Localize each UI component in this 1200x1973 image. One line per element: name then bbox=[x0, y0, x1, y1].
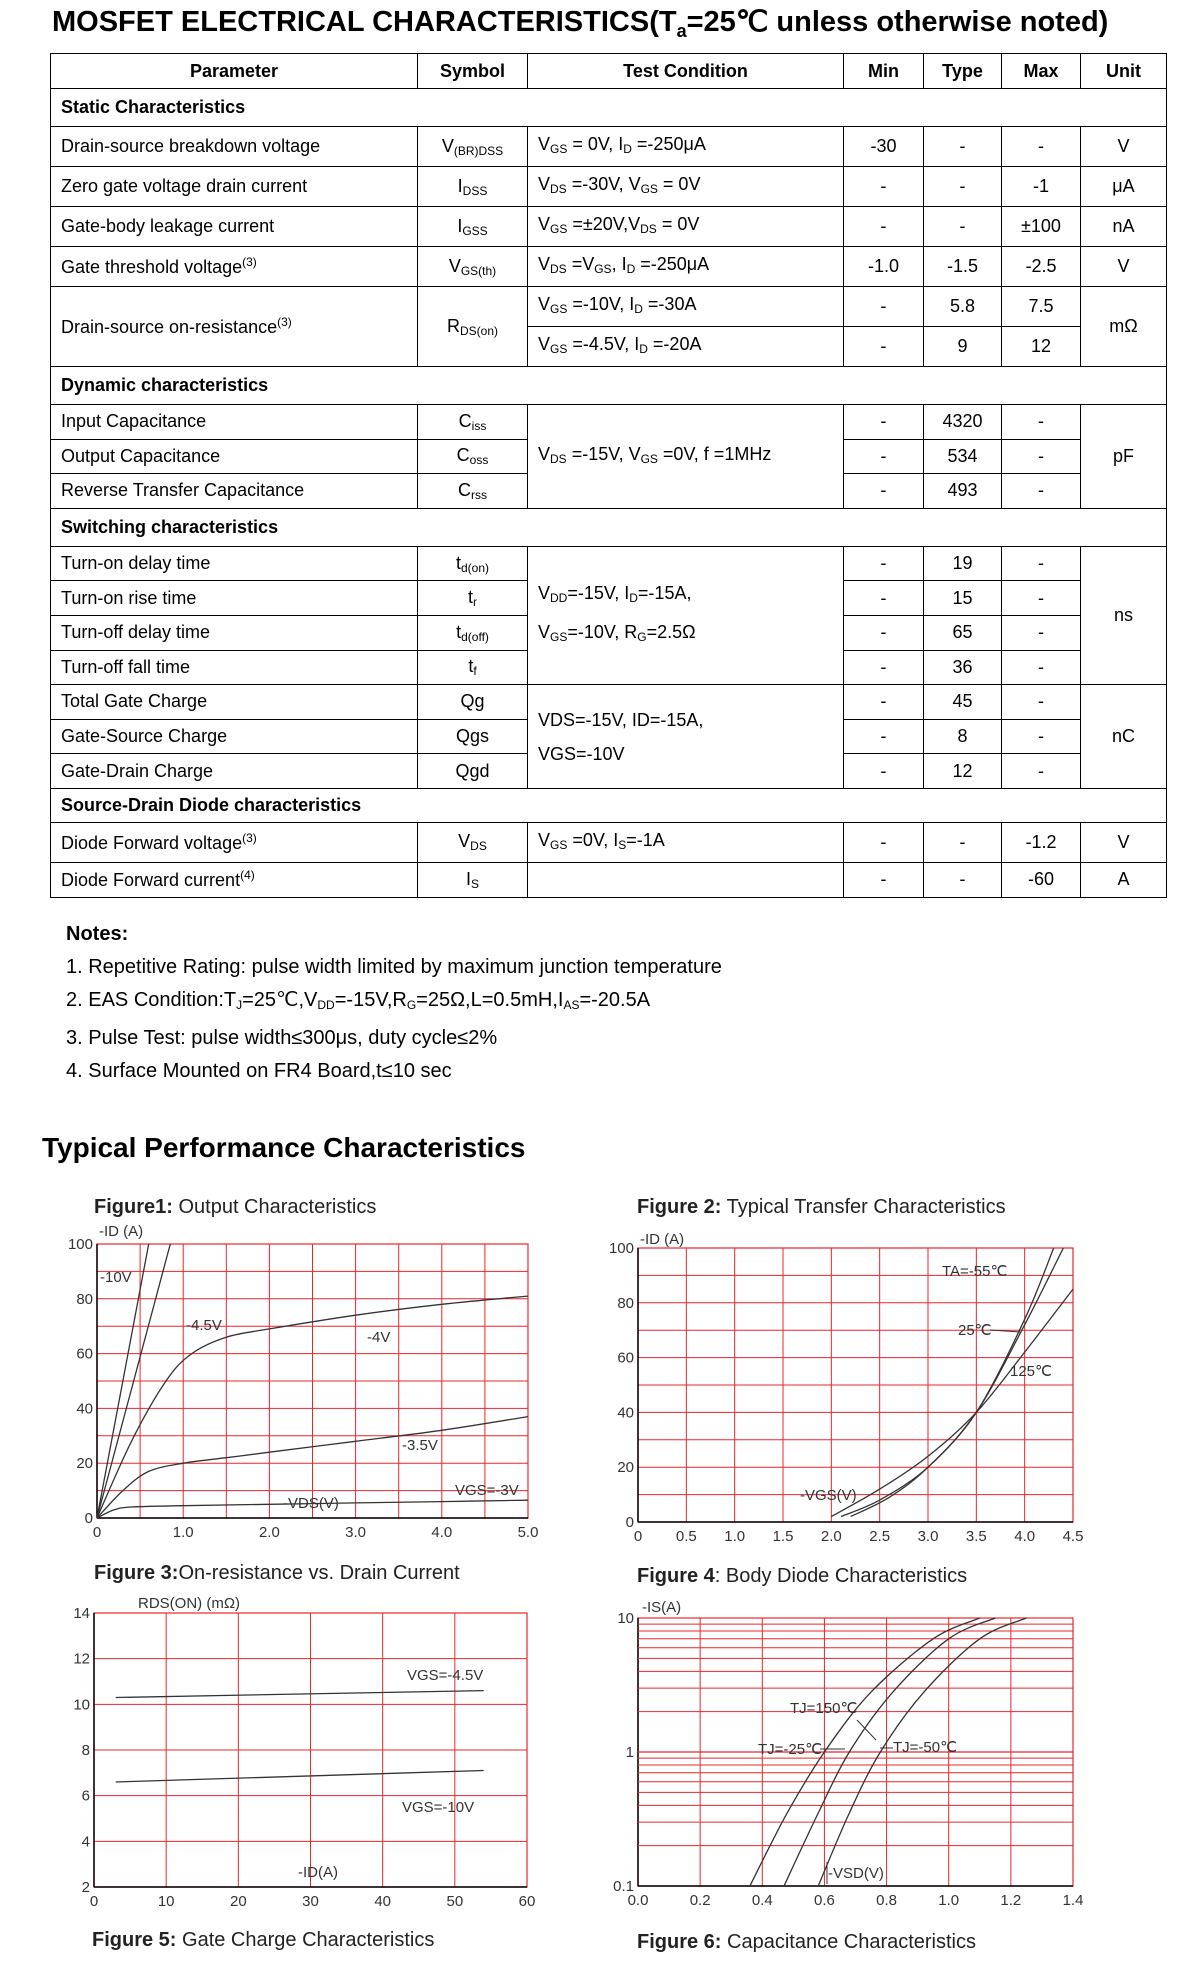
param-name: Output Capacitance bbox=[51, 439, 418, 474]
min-value: - bbox=[844, 439, 924, 474]
min-value: - bbox=[844, 754, 924, 789]
header-unit: Unit bbox=[1081, 54, 1167, 89]
header-parameter: Parameter bbox=[51, 54, 418, 89]
typ-value: 19 bbox=[924, 546, 1002, 581]
fig3-x-axis-label: -ID(A) bbox=[298, 1864, 338, 1881]
fig3-y-tick-label: 6 bbox=[81, 1787, 90, 1805]
unit: V bbox=[1081, 822, 1167, 862]
fig2-y-axis-label: -ID (A) bbox=[640, 1231, 685, 1248]
test-condition: $V_{GS} =-4.5V$, $I_D =-20A$ bbox=[528, 327, 844, 367]
fig1-y-tick-label: 100 bbox=[67, 1236, 93, 1253]
fig3-x-tick-label: 60 bbox=[518, 1893, 536, 1910]
symbol: $V_{DS}$ bbox=[418, 822, 528, 862]
fig2-x-tick-label: 1.5 bbox=[772, 1528, 794, 1545]
param-name: Gate-Source Charge bbox=[51, 719, 418, 754]
typ-value: 9 bbox=[924, 327, 1002, 367]
fig1-x-tick-label: 3.0 bbox=[345, 1524, 367, 1541]
fig4-y-tick-label: 10 bbox=[617, 1610, 634, 1627]
symbol: $C_{rss}$ bbox=[418, 474, 528, 509]
max-value: - bbox=[1002, 439, 1081, 474]
fig2-x-tick-label: 2.5 bbox=[869, 1528, 891, 1545]
fig3-series-1 bbox=[116, 1771, 484, 1783]
test-condition: $V_{DD}=-15V$, $I_D=-15A$, $V_{GS}=-10V$, $R_G=2.5\Omega$ bbox=[528, 546, 844, 684]
fig4-x-tick-label: 0.2 bbox=[689, 1892, 711, 1909]
min-value: - bbox=[844, 327, 924, 367]
fig4-label-25c: TJ=-25℃ bbox=[758, 1741, 822, 1758]
max-value: -2.5 bbox=[1002, 247, 1081, 287]
min-value: - bbox=[844, 581, 924, 616]
test-condition: $V_{GS} =0V$, $I_S=-1A$ bbox=[528, 822, 844, 862]
min-value: - bbox=[844, 685, 924, 720]
fig4-x-tick-label: 0.0 bbox=[627, 1892, 649, 1909]
fig2-x-tick-label: 0.5 bbox=[675, 1528, 697, 1545]
typ-value: 8 bbox=[924, 719, 1002, 754]
fig1-x-tick-label: 0 bbox=[92, 1524, 102, 1541]
fig2-series-0 bbox=[841, 1248, 1063, 1517]
fig1-x-tick-label: 4.0 bbox=[431, 1524, 453, 1541]
symbol: $C_{iss}$ bbox=[418, 405, 528, 440]
typ-value: -1.5 bbox=[924, 247, 1002, 287]
max-value: - bbox=[1002, 581, 1081, 616]
min-value: - bbox=[844, 862, 924, 897]
fig1-x-tick-label: 2.0 bbox=[258, 1524, 280, 1541]
unit: nC bbox=[1081, 685, 1167, 789]
fig1-y-axis-label: -ID (A) bbox=[99, 1223, 144, 1240]
typ-value: 493 bbox=[924, 474, 1002, 509]
notes-heading: Notes: bbox=[66, 923, 129, 945]
param-name: Turn-off delay time bbox=[51, 615, 418, 650]
fig2-x-tick-label: 3.5 bbox=[965, 1528, 987, 1545]
max-value: - bbox=[1002, 719, 1081, 754]
min-value: - bbox=[844, 287, 924, 327]
min-value: - bbox=[844, 615, 924, 650]
max-value: -1 bbox=[1002, 167, 1081, 207]
header-type: Type bbox=[924, 54, 1002, 89]
fig3-label-4-5v: VGS=-4.5V bbox=[407, 1667, 484, 1684]
max-value: - bbox=[1002, 650, 1081, 685]
min-value: - bbox=[844, 719, 924, 754]
typ-value: - bbox=[924, 207, 1002, 247]
fig4-y-tick-label: 1 bbox=[625, 1744, 634, 1761]
fig4-label-50c: TJ=-50℃ bbox=[893, 1739, 957, 1756]
typ-value: 15 bbox=[924, 581, 1002, 616]
fig3-y-tick-label: 2 bbox=[81, 1879, 90, 1896]
param-name: Drain-source breakdown voltage bbox=[51, 127, 418, 167]
symbol: $t_r$ bbox=[418, 581, 528, 616]
test-condition: $V_{GS} = 0V$, $I_D =-250\mu A$ bbox=[528, 127, 844, 167]
unit: A bbox=[1081, 862, 1167, 897]
typ-value: - bbox=[924, 862, 1002, 897]
test-condition: $V_{GS} =-10V$, $I_D =-30A$ bbox=[528, 287, 844, 327]
fig1-y-tick-label: 0 bbox=[84, 1510, 93, 1527]
max-value: - bbox=[1002, 754, 1081, 789]
typ-value: 12 bbox=[924, 754, 1002, 789]
param-name: Turn-on rise time bbox=[51, 581, 418, 616]
min-value: - bbox=[844, 474, 924, 509]
fig3-x-tick-label: 50 bbox=[446, 1893, 464, 1910]
param-name: Gate-body leakage current bbox=[51, 207, 418, 247]
figure-1-caption: Figure1: Output Characteristics bbox=[94, 1196, 377, 1218]
fig1-y-tick-label: 20 bbox=[76, 1455, 93, 1473]
min-value: -30 bbox=[844, 127, 924, 167]
symbol: $V_{(BR)DSS}$ bbox=[418, 127, 528, 167]
fig3-y-axis-label: RDS(ON) (mΩ) bbox=[138, 1595, 241, 1612]
fig2-y-tick-label: 60 bbox=[617, 1349, 634, 1367]
param-name: Diode Forward voltage$^{(3)}$ bbox=[51, 822, 418, 862]
symbol: $t_{d(off)}$ bbox=[418, 615, 528, 650]
unit: mΩ bbox=[1081, 287, 1167, 367]
fig1-label-4v: -4V bbox=[367, 1329, 391, 1346]
header-min: Min bbox=[844, 54, 924, 89]
section-title: Typical Performance Characteristics bbox=[42, 1132, 526, 1163]
fig3-label-10v: VGS=-10V bbox=[402, 1799, 475, 1816]
typ-value: - bbox=[924, 822, 1002, 862]
max-value: - bbox=[1002, 546, 1081, 581]
fig2-series-1 bbox=[851, 1248, 1054, 1517]
fig2-y-tick-label: 80 bbox=[617, 1294, 634, 1312]
fig1-x-tick-label: 1.0 bbox=[172, 1524, 194, 1541]
fig4-x-tick-label: 0.4 bbox=[751, 1892, 773, 1909]
min-value: - bbox=[844, 822, 924, 862]
max-value: - bbox=[1002, 127, 1081, 167]
max-value: -60 bbox=[1002, 862, 1081, 897]
fig3-x-tick-label: 20 bbox=[229, 1893, 247, 1910]
typ-value: - bbox=[924, 167, 1002, 207]
min-value: - bbox=[844, 546, 924, 581]
test-condition: VDS=-15V, ID=-15A, VGS=-10V bbox=[528, 685, 844, 789]
unit: nA bbox=[1081, 207, 1167, 247]
header-symbol: Symbol bbox=[418, 54, 528, 89]
note-4: 4. Surface Mounted on FR4 Board,t≤10 sec bbox=[66, 1060, 452, 1082]
fig2-x-axis-label: -VGS(V) bbox=[800, 1487, 857, 1504]
symbol: $t_f$ bbox=[418, 650, 528, 685]
param-name: Turn-on delay time bbox=[51, 546, 418, 581]
symbol: $C_{oss}$ bbox=[418, 439, 528, 474]
symbol: Qgd bbox=[418, 754, 528, 789]
symbol: $I_{DSS}$ bbox=[418, 167, 528, 207]
symbol: $t_{d(on)}$ bbox=[418, 546, 528, 581]
note-1: 1. Repetitive Rating: pulse width limited by maximum junction temperature bbox=[66, 956, 722, 978]
typ-value: 36 bbox=[924, 650, 1002, 685]
fig1-label-4-5v: -4.5V bbox=[186, 1317, 222, 1334]
fig4-label-150c: TJ=150℃ bbox=[790, 1700, 858, 1717]
typ-value: 5.8 bbox=[924, 287, 1002, 327]
header-max: Max bbox=[1002, 54, 1081, 89]
param-name: Gate-Drain Charge bbox=[51, 754, 418, 789]
fig3-y-tick-label: 4 bbox=[81, 1833, 90, 1851]
fig2-x-tick-label: 0 bbox=[633, 1528, 643, 1545]
fig3-x-tick-label: 30 bbox=[302, 1893, 319, 1910]
section-dynamic: Dynamic characteristics bbox=[51, 367, 1167, 405]
fig1-y-tick-label: 80 bbox=[76, 1290, 93, 1308]
fig2-y-tick-label: 20 bbox=[617, 1459, 634, 1477]
fig2-x-tick-label: 2.0 bbox=[820, 1528, 842, 1545]
page-title: MOSFET ELECTRICAL $CHARACTERISTICS(T_a=25℃$ unless otherwise noted) bbox=[52, 6, 1109, 41]
param-name: Gate threshold voltage$^{(3)}$ bbox=[51, 247, 418, 287]
fig4-y-tick-label: 0.1 bbox=[613, 1878, 634, 1895]
fig1-x-axis-label: -VDS(V) bbox=[283, 1495, 339, 1512]
test-condition: $V_{DS} =-15V$, $V_{GS} =0V$, f =1MHz bbox=[528, 405, 844, 509]
fig2-label-125c: 125℃ bbox=[1010, 1363, 1052, 1380]
symbol: $I_S$ bbox=[418, 862, 528, 897]
fig2-y-tick-label: 0 bbox=[625, 1514, 634, 1531]
symbol: Qgs bbox=[418, 719, 528, 754]
min-value: - bbox=[844, 650, 924, 685]
symbol: Qg bbox=[418, 685, 528, 720]
test-condition: $V_{GS} =\pm 20V,V_{DS} = 0V$ bbox=[528, 207, 844, 247]
max-value: - bbox=[1002, 474, 1081, 509]
param-name: Diode Forward current$^{(4)}$ bbox=[51, 862, 418, 897]
max-value: 7.5 bbox=[1002, 287, 1081, 327]
param-name: Total Gate Charge bbox=[51, 685, 418, 720]
fig3-y-tick-label: 8 bbox=[81, 1742, 90, 1759]
symbol: $I_{GSS}$ bbox=[418, 207, 528, 247]
note-3: 3. Pulse Test: pulse width≤300μs, duty cycle≤2% bbox=[66, 1027, 498, 1049]
max-value: - bbox=[1002, 405, 1081, 440]
max-value: - bbox=[1002, 685, 1081, 720]
fig2-x-tick-label: 1.0 bbox=[724, 1528, 746, 1545]
fig1-label-10v: -10V bbox=[100, 1269, 132, 1286]
test-condition: $V_{DS} =V_{GS}$, $I_D =-250\mu A$ bbox=[528, 247, 844, 287]
min-value: - bbox=[844, 405, 924, 440]
fig4-x-axis-label: -VSD(V) bbox=[828, 1865, 884, 1882]
fig1-y-tick-label: 40 bbox=[76, 1400, 93, 1418]
fig3-y-tick-label: 12 bbox=[73, 1650, 90, 1668]
min-value: -1.0 bbox=[844, 247, 924, 287]
typ-value: - bbox=[924, 127, 1002, 167]
figure-6-caption: Figure 6: Capacitance Characteristics bbox=[637, 1931, 977, 1953]
fig4-x-tick-label: 0.8 bbox=[876, 1892, 898, 1909]
fig2-label-25c: 25℃ bbox=[958, 1322, 992, 1339]
fig4-x-tick-label: 1.2 bbox=[1000, 1892, 1022, 1909]
fig1-x-tick-label: 5.0 bbox=[517, 1524, 539, 1541]
section-switching: Switching characteristics bbox=[51, 508, 1167, 546]
param-name: Drain-source on-resistance$^{(3)}$ bbox=[51, 287, 418, 367]
fig2-x-tick-label: 4.5 bbox=[1062, 1528, 1084, 1545]
figure-2-caption: Figure 2: Typical Transfer Characteristics bbox=[637, 1196, 1006, 1218]
typ-value: 534 bbox=[924, 439, 1002, 474]
typ-value: 4320 bbox=[924, 405, 1002, 440]
fig2-x-tick-label: 3.0 bbox=[917, 1528, 939, 1545]
fig1-y-tick-label: 60 bbox=[76, 1345, 93, 1363]
fig2-y-tick-label: 40 bbox=[617, 1404, 634, 1422]
fig3-series-0 bbox=[116, 1691, 484, 1698]
min-value: - bbox=[844, 167, 924, 207]
fig3-x-tick-label: 40 bbox=[374, 1893, 392, 1910]
figure-5-caption: Figure 5: Gate Charge Characteristics bbox=[92, 1929, 435, 1951]
typ-value: 45 bbox=[924, 685, 1002, 720]
figure-3-caption: Figure 3:On-resistance vs. Drain Current bbox=[94, 1562, 460, 1584]
fig3-y-tick-label: 14 bbox=[73, 1605, 90, 1622]
fig2-x-tick-label: 4.0 bbox=[1014, 1528, 1036, 1545]
header-test-condition: Test Condition bbox=[528, 54, 844, 89]
fig3-x-tick-label: 0 bbox=[89, 1893, 99, 1910]
max-value: 12 bbox=[1002, 327, 1081, 367]
fig4-x-tick-label: 1.4 bbox=[1062, 1892, 1084, 1909]
note-2: 2. EAS $Condition:T_J=25℃,V_{DD}=-15V,R_G=25\Omega,L=0.5mH,I_{AS}=-20.5A$ bbox=[66, 989, 651, 1012]
figure-4-caption: Figure 4: Body Diode Characteristics bbox=[637, 1565, 968, 1587]
fig1-label-3v: VGS=-3V bbox=[455, 1482, 519, 1499]
fig3-x-tick-label: 10 bbox=[157, 1893, 175, 1910]
section-static: Static Characteristics bbox=[51, 89, 1167, 127]
fig2-y-tick-label: 100 bbox=[608, 1240, 634, 1257]
unit: pF bbox=[1081, 405, 1167, 509]
fig4-y-axis-label: -IS(A) bbox=[642, 1599, 682, 1616]
fig4-x-tick-label: 1.0 bbox=[938, 1892, 960, 1909]
param-name: Zero gate voltage drain current bbox=[51, 167, 418, 207]
max-value: -1.2 bbox=[1002, 822, 1081, 862]
symbol: $R_{DS(on)}$ bbox=[418, 287, 528, 367]
max-value: - bbox=[1002, 615, 1081, 650]
param-name: Input Capacitance bbox=[51, 405, 418, 440]
fig3-y-tick-label: 10 bbox=[73, 1696, 90, 1714]
typ-value: 65 bbox=[924, 615, 1002, 650]
unit: ns bbox=[1081, 546, 1167, 684]
test-condition: $V_{DS} =-30V$, $V_{GS} = 0V$ bbox=[528, 167, 844, 207]
fig4-leader-150c bbox=[857, 1720, 876, 1740]
param-name: Turn-off fall time bbox=[51, 650, 418, 685]
unit: V bbox=[1081, 127, 1167, 167]
fig2-label-55c: TA=-55℃ bbox=[942, 1263, 1008, 1280]
max-value: ±100 bbox=[1002, 207, 1081, 247]
fig2-series-2 bbox=[831, 1289, 1073, 1516]
fig1-label-3-5v: -3.5V bbox=[402, 1437, 438, 1454]
min-value: - bbox=[844, 207, 924, 247]
symbol: $V_{GS(th)}$ bbox=[418, 247, 528, 287]
section-diode: Source-Drain Diode characteristics bbox=[51, 788, 1167, 822]
fig4-x-tick-label: 0.6 bbox=[813, 1892, 835, 1909]
unit: V bbox=[1081, 247, 1167, 287]
unit: μA bbox=[1081, 167, 1167, 207]
param-name: Reverse Transfer Capacitance bbox=[51, 474, 418, 509]
